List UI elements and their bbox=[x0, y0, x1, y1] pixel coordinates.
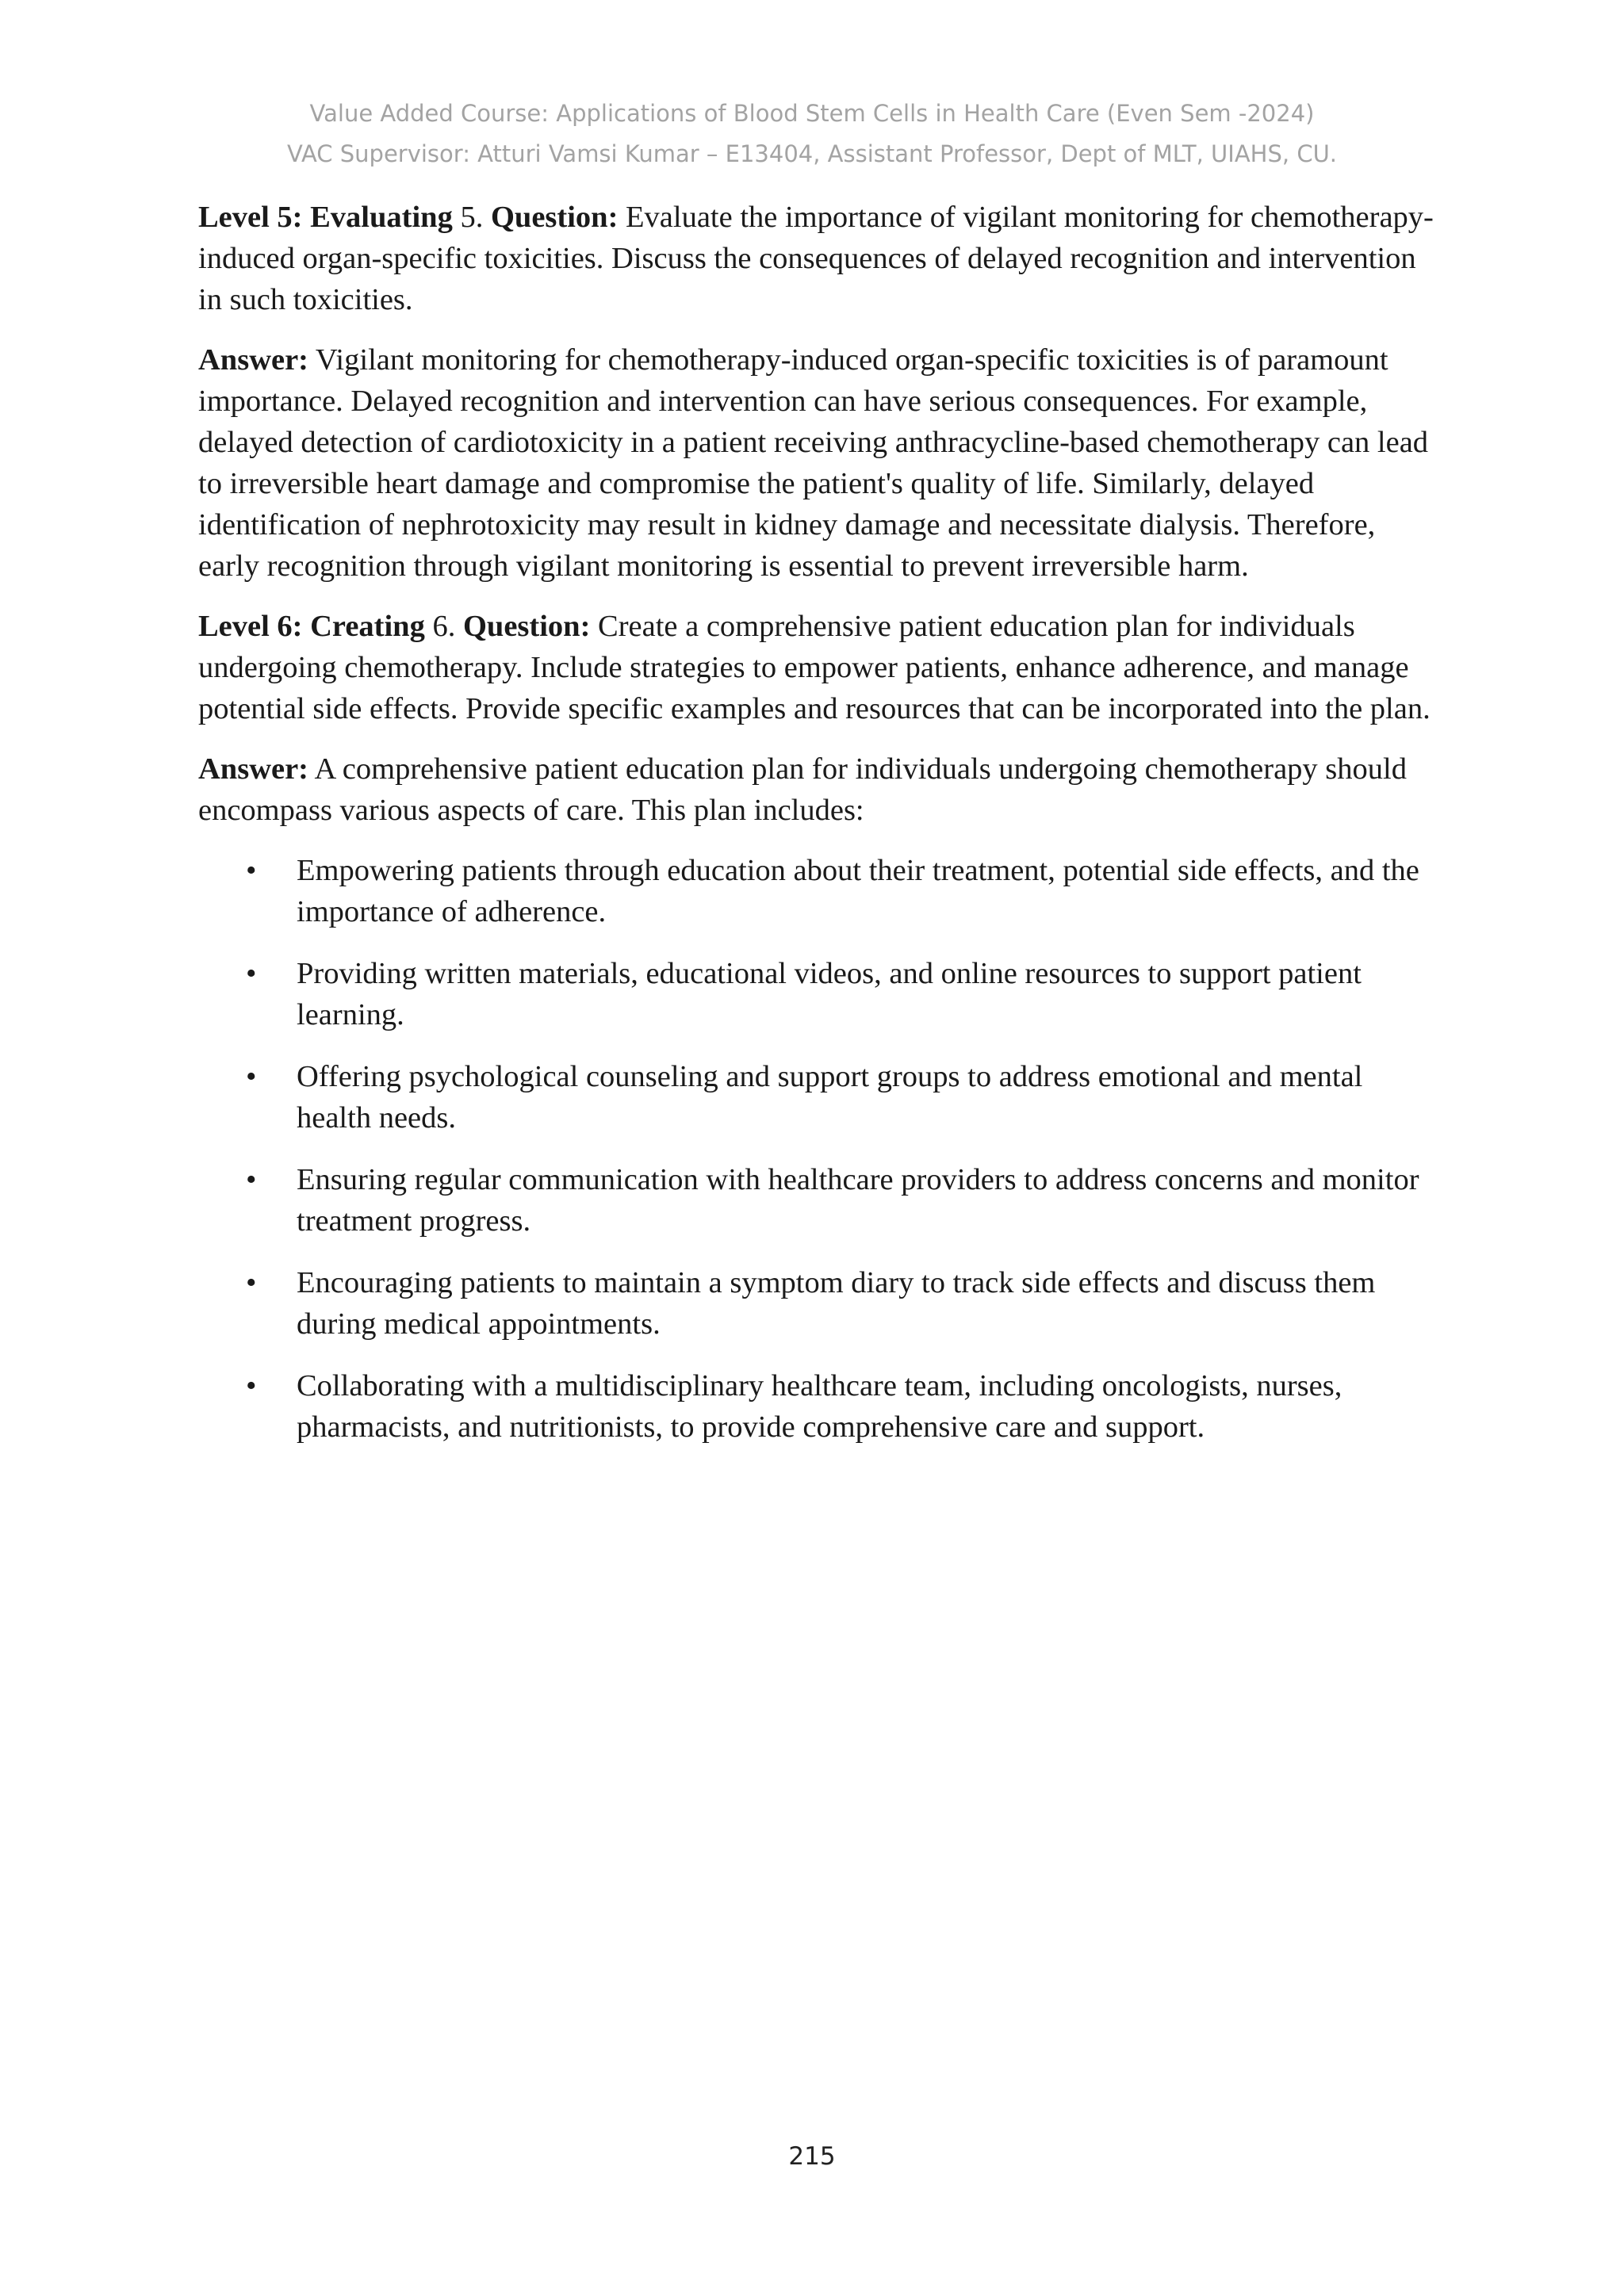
question-5-number: 5. bbox=[452, 201, 491, 234]
question-5-label: Question: bbox=[490, 201, 619, 234]
running-header bbox=[0, 94, 1624, 174]
question-6 bbox=[198, 606, 1435, 729]
question-6-number: 6. bbox=[424, 610, 463, 643]
list-item-text: Encouraging patients to maintain a symptom diary to track side effects and discuss them during medical appointments. bbox=[297, 1266, 1376, 1341]
list-item bbox=[198, 850, 1435, 932]
header-course-title: Value Added Course: Applications of Blood Stem Cells in Health Care (Even Sem -2024) bbox=[309, 100, 1315, 127]
level-6-heading: Level 6: Creating bbox=[198, 610, 425, 643]
answer-6-label: Answer: bbox=[198, 752, 308, 786]
answer-5-text: Vigilant monitoring for chemotherapy-induced organ-specific toxicities is of paramount importance. Delayed recognition and intervention can have serious consequences. For example, delayed detection of cardiotoxicity in a patient receiving anthracycline-based chemotherapy can lead to irreversible heart damage and compromise the patient's quality of life. Similarly, delayed identification of nephrotoxicity may result in kidney damage and necessitate dialysis. Therefore, early recognition through vigilant monitoring is essential to prevent irreversible harm. bbox=[198, 343, 1429, 583]
list-item bbox=[198, 953, 1435, 1035]
bullet-icon: • bbox=[246, 1060, 257, 1093]
bullet-icon: • bbox=[246, 1163, 257, 1196]
answer-5 bbox=[198, 339, 1435, 587]
question-5 bbox=[198, 197, 1435, 320]
list-item-text: Offering psychological counseling and support groups to address emotional and mental health needs. bbox=[297, 1060, 1363, 1135]
answer-5-label: Answer: bbox=[198, 343, 308, 377]
bullet-icon: • bbox=[246, 1369, 257, 1402]
list-item-text: Collaborating with a multidisciplinary healthcare team, including oncologists, nurses, pharmacists, and nutritionists, to provide comprehensive care and support. bbox=[297, 1369, 1342, 1444]
bullet-icon: • bbox=[246, 957, 257, 990]
list-item bbox=[198, 1262, 1435, 1345]
list-item-text: Ensuring regular communication with healthcare providers to address concerns and monitor treatment progress. bbox=[297, 1163, 1419, 1238]
level-5-heading: Level 5: Evaluating bbox=[198, 201, 453, 234]
bullet-icon: • bbox=[246, 854, 257, 887]
education-plan-list bbox=[198, 850, 1435, 1448]
header-supervisor: VAC Supervisor: Atturi Vamsi Kumar – E13404, Assistant Professor, Dept of MLT, UIAHS, CU. bbox=[286, 140, 1338, 167]
list-item-text: Empowering patients through education about their treatment, potential side effects, and the importance of adherence. bbox=[297, 854, 1419, 928]
question-6-text: Create a comprehensive patient education plan for individuals undergoing chemotherapy. Include strategies to empower patients, enhance adherence, and manage potential side effects. Provide specific examples and resources that can be incorporated into the plan. bbox=[198, 610, 1431, 725]
bullet-icon: • bbox=[246, 1266, 257, 1299]
list-item bbox=[198, 1365, 1435, 1448]
list-item-text: Providing written materials, educational videos, and online resources to support patient learning. bbox=[297, 957, 1362, 1031]
answer-6-text: A comprehensive patient education plan for individuals undergoing chemotherapy should encompass various aspects of care. This plan includes: bbox=[198, 752, 1407, 827]
list-item bbox=[198, 1056, 1435, 1138]
question-5-text: Evaluate the importance of vigilant monitoring for chemotherapy-induced organ-specific toxicities. Discuss the consequences of delayed recognition and intervention in such toxicities. bbox=[198, 201, 1434, 316]
main-content bbox=[198, 197, 1435, 1468]
question-6-label: Question: bbox=[462, 610, 591, 643]
page-number: 215 bbox=[788, 2142, 836, 2171]
list-item bbox=[198, 1159, 1435, 1242]
answer-6 bbox=[198, 748, 1435, 831]
